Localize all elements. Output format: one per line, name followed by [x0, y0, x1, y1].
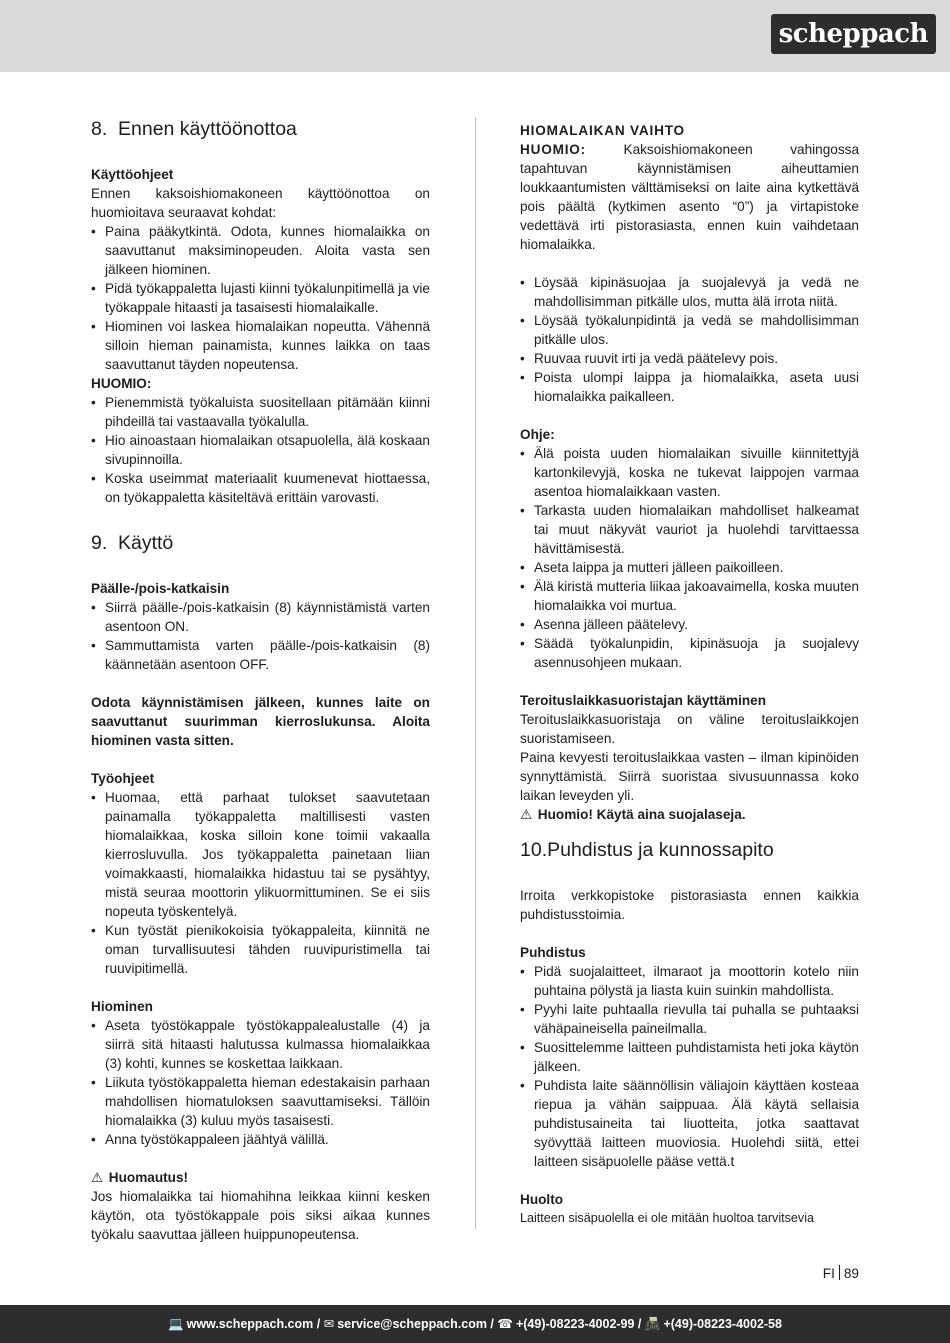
list-item: [520, 501, 859, 558]
page-number-separator: [839, 1265, 840, 1280]
list-item-text: Pidä työkappaletta lujasti kiinni työkalunpitimellä ja vie työkappale hitaasti ja tasaisesti hiomalaikalle.: [105, 281, 430, 315]
bullet-marker: •: [520, 446, 525, 461]
huomio-label: HUOMIO:: [520, 142, 587, 157]
fax-icon: 📠: [644, 1317, 661, 1331]
section-number: 10.: [520, 839, 548, 861]
list-item: [91, 279, 430, 317]
list-item: [520, 444, 859, 501]
list-item-text: Anna työstökappaleen jäähtyä välillä.: [105, 1132, 329, 1147]
warning-icon: ⚠: [520, 807, 533, 822]
subheading-switch: Päälle-/pois-katkaisin: [91, 581, 230, 596]
list-item: [91, 317, 430, 374]
bullet-list: [520, 273, 859, 406]
section-9-heading: [91, 531, 430, 555]
warning-icon: ⚠: [91, 1170, 104, 1185]
list-item: [91, 1073, 430, 1130]
list-item: [520, 558, 859, 577]
straightener-paragraph-2: Paina kevyesti teroituslaikkaa vasten – ilman kipinöiden synnyttämistä. Siirrä suoristaa sivusuunnassa koko laikan leveyden yli.: [520, 750, 859, 803]
subheading-hiominen: Hiominen: [91, 999, 153, 1014]
list-item: [91, 921, 430, 978]
bullet-marker: •: [520, 964, 525, 979]
subheading-kayttoohjeet: Käyttöohjeet: [91, 167, 174, 182]
language-code: FI: [822, 1266, 835, 1281]
subheading-puhdistus: Puhdistus: [520, 945, 586, 960]
list-item-text: Asenna jälleen päätelevy.: [534, 617, 688, 632]
subheading-straightener: Teroituslaikkasuoristajan käyttäminen: [520, 693, 767, 708]
warning-text: Huomio! Käytä aina suojalaseja.: [537, 807, 746, 822]
bullet-marker: •: [520, 503, 525, 518]
list-item: [91, 1130, 430, 1149]
list-item-text: Hiominen voi laskea hiomalaikan nopeutta. Vähennä silloin hieman painamista, kunnes laikka on taas saavuttanut täyden nopeutensa.: [105, 319, 430, 372]
notice-heading: [91, 1168, 430, 1187]
service-text: Laitteen sisäpuolella ei ole mitään huoltoa tarvitsevia: [520, 1211, 815, 1225]
section-8-heading: [91, 117, 430, 141]
bullet-marker: •: [520, 1078, 525, 1093]
page-number: [823, 1264, 859, 1283]
safety-glasses-warning: [520, 805, 859, 824]
footer-fax: +(49)-08223-4002-58: [663, 1317, 782, 1331]
bullet-list: [91, 788, 430, 978]
bullet-marker: •: [91, 1018, 96, 1033]
list-item-text: Liikuta työstökappaletta hieman edestakaisin parhaan mahdollisen hiomatuloksen saavuttamiseksi. Tällöin hiomalaikka (3) kuluu myös tasaisesti.: [105, 1075, 430, 1128]
list-item-text: Aseta laippa ja mutteri jälleen paikoilleen.: [534, 560, 784, 575]
list-item-text: Aseta työstökappale työstökappalealustalle (4) ja siirrä sitä hitaasti halutussa kulmassa hiomalaikkaa (3) kohti, kunnes se koskettaa laikkaan.: [105, 1018, 430, 1071]
subheading-tyoohjeet: Työohjeet: [91, 771, 155, 786]
list-item-text: Löysää työkalunpidintä ja vedä se mahdollisimman pitkälle ulos.: [534, 313, 859, 347]
bullet-marker: •: [520, 370, 525, 385]
bullet-marker: •: [91, 1132, 96, 1147]
bullet-marker: •: [91, 395, 96, 410]
intro-paragraph: Ennen kaksoishiomakoneen käyttöönottoa on huomioitava seuraavat kohdat:: [91, 186, 430, 220]
list-item-text: Pienemmistä työkaluista suositellaan pitämään kiinni pihdeillä tai vastaavalla työkalulla.: [105, 395, 430, 429]
list-item: [520, 962, 859, 1000]
list-item-text: Hio ainoastaan hiomalaikan otsapuolella, älä koskaan sivupinnoilla.: [105, 433, 430, 467]
list-item: [520, 577, 859, 615]
list-item-text: Säädä työkalunpidin, kipinäsuoja ja suojalevy asennusohjeen mukaan.: [534, 636, 859, 670]
list-item-text: Poista ulompi laippa ja hiomalaikka, aseta uusi hiomalaikka paikalleen.: [534, 370, 859, 404]
section-10-intro: Irroita verkkopistoke pistorasiasta ennen kaikkia puhdistusstoimia.: [520, 888, 859, 922]
subheading-huolto: Huolto: [520, 1192, 564, 1207]
left-column: [91, 117, 430, 1244]
bullet-marker: •: [520, 313, 525, 328]
huomio-text: Kaksoishiomakoneen vahingossa tapahtuvan käynnistämisen aiheuttamien loukkaantumisten välttämiseksi on laite aina kytkettävä pois päältä (kytkimen asento “0”) ja virtapistoke vedettävä irti pistorasiasta, ennen kuin vaihdetaan hiomalaikka.: [520, 142, 859, 252]
list-item-text: Löysää kipinäsuojaa ja suojalevyä ja vedä ne mahdollisimman pitkälle ulos, mutta älä irrota niitä.: [534, 275, 859, 309]
section-10-heading: [520, 838, 859, 862]
section-number: 9.: [91, 532, 108, 554]
bold-note: Odota käynnistämisen jälkeen, kunnes laite on saavuttanut suurimman kierroslukunsa. Aloita hiominen vasta sitten.: [91, 695, 430, 748]
bullet-marker: •: [91, 790, 96, 805]
bullet-marker: •: [91, 923, 96, 938]
huomio-label: HUOMIO:: [91, 376, 152, 391]
list-item-text: Älä poista uuden hiomalaikan sivuille kiinnitettyjä kartonkilevyjä, koska ne tukevat laippojen varmaa asentoa hiomalaikkaan vasten.: [534, 446, 859, 499]
list-item: [91, 469, 430, 507]
bullet-marker: •: [520, 1002, 525, 1017]
right-column: [520, 117, 859, 1228]
column-divider: [475, 117, 476, 1229]
list-item-text: Ruuvaa ruuvit irti ja vedä päätelevy pois.: [534, 351, 779, 366]
bullet-marker: •: [520, 1040, 525, 1055]
bullet-marker: •: [520, 636, 525, 651]
bullet-list: [520, 444, 859, 672]
footer-website-link[interactable]: www.scheppach.com /: [186, 1317, 321, 1331]
list-item: [520, 634, 859, 672]
footer-phone: +(49)-08223-4002-99 /: [515, 1317, 642, 1331]
list-item: [520, 1076, 859, 1171]
list-item: [520, 1038, 859, 1076]
subheading-hiomalaikan-vaihto: HIOMALAIKAN VAIHTO: [520, 123, 685, 138]
list-item-text: Siirrä päälle-/pois-katkaisin (8) käynnistämistä varten asentoon ON.: [105, 600, 430, 634]
list-item-text: Suosittelemme laitteen puhdistamista heti joka käytön jälkeen.: [534, 1040, 859, 1074]
bullet-marker: •: [520, 579, 525, 594]
list-item-text: Älä kiristä mutteria liikaa jakoavaimella, koska muuten hiomalaikka voi murtua.: [534, 579, 859, 613]
list-item: [520, 368, 859, 406]
bullet-list: [91, 222, 430, 374]
bullet-marker: •: [91, 319, 96, 334]
list-item-text: Pyyhi laite puhtaalla rievulla tai puhalla se puhtaaksi vähäpaineisella paineilmalla.: [534, 1002, 859, 1036]
list-item: [520, 349, 859, 368]
notice-text: Jos hiomalaikka tai hiomahihna leikkaa kiinni kesken käytön, ota työstökappale pois siksi aikaa kunnes työkalu saavuttaa jälleen huippunopeutensa.: [91, 1189, 430, 1242]
bullet-marker: •: [520, 351, 525, 366]
bullet-marker: •: [91, 638, 96, 653]
page-footer: [0, 1305, 950, 1343]
bullet-marker: •: [91, 600, 96, 615]
bullet-marker: •: [520, 617, 525, 632]
bullet-list: [91, 598, 430, 674]
section-title: Käyttö: [118, 532, 174, 554]
bullet-list: [91, 393, 430, 507]
list-item: [91, 788, 430, 921]
bullet-list: [91, 1016, 430, 1149]
page-header: [0, 0, 950, 72]
list-item-text: Puhdista laite säännöllisin väliajoin käyttäen kosteaa riepua ja vähän saippuaa. Älä käytä sellaisia puhdistusaineita tai liuotteita, jotka saattavat syövyttää laitteen muoviosia. Huolehdi siitä, ettei laitteen sisäpuolelle pääse vettä.t: [534, 1078, 859, 1169]
section-number: 8.: [91, 118, 108, 140]
bullet-marker: •: [91, 471, 96, 486]
list-item-text: Huomaa, että parhaat tulokset saavutetaan painamalla työkappaletta maltillisesti vasten hiomalaikkaa, koska silloin kone toimii vakaalla kierrosluvulla. Jos työkappaletta painetaan liian voimakkaasti, hiomalaikka hidastuu tai se pysähtyy, mistä seuraa moottorin ylikuormittuminen. Se ei siis nopeuta työskentelyä.: [105, 790, 430, 919]
scheppach-logo: scheppach: [771, 14, 936, 54]
list-item-text: Pidä suojalaitteet, ilmaraot ja moottorin kotelo niin puhtaina pölystä ja liasta kuin suinkin mahdollista.: [534, 964, 859, 998]
bullet-list: [520, 962, 859, 1171]
list-item-text: Tarkasta uuden hiomalaikan mahdolliset halkeamat tai muut näkyvät vauriot ja huolehdi tarvittaessa hävittämisestä.: [534, 503, 859, 556]
list-item: [91, 636, 430, 674]
list-item: [91, 431, 430, 469]
list-item: [91, 598, 430, 636]
notice-title: Huomautus!: [108, 1170, 189, 1185]
list-item-text: Koska useimmat materiaalit kuumenevat hiottaessa, on työkappaletta käsiteltävä erittäin varovasti.: [105, 471, 430, 505]
list-item: [520, 1000, 859, 1038]
bullet-marker: •: [91, 433, 96, 448]
envelope-icon: ✉: [323, 1317, 335, 1331]
bullet-marker: •: [91, 224, 96, 239]
bullet-marker: •: [91, 281, 96, 296]
list-item-text: Sammuttamista varten päälle-/pois-katkaisin (8) käännetään asentoon OFF.: [105, 638, 430, 672]
computer-icon: 💻: [168, 1317, 184, 1331]
bullet-marker: •: [91, 1075, 96, 1090]
phone-icon: ☎: [497, 1317, 513, 1331]
list-item: [91, 222, 430, 279]
page-number-value: 89: [843, 1266, 859, 1281]
list-item: [520, 273, 859, 311]
bullet-marker: •: [520, 560, 525, 575]
section-title: Ennen käyttöönottoa: [118, 118, 297, 140]
list-item: [91, 393, 430, 431]
list-item: [520, 311, 859, 349]
straightener-paragraph-1: Teroituslaikkasuoristaja on väline teroituslaikkojen suoristamiseen.: [520, 712, 859, 746]
subheading-ohje: Ohje:: [520, 427, 555, 442]
bullet-marker: •: [520, 275, 525, 290]
footer-email-link[interactable]: service@scheppach.com /: [337, 1317, 494, 1331]
list-item-text: Kun työstät pienikokoisia työkappaleita, kiinnitä ne oman turvallisuutesi tähden ruuvipuristimella tai ruuvipitimellä.: [105, 923, 430, 976]
list-item: [520, 615, 859, 634]
list-item-text: Paina pääkytkintä. Odota, kunnes hiomalaikka on saavuttanut maksiminopeuden. Aloita vasta sen jälkeen hiominen.: [105, 224, 430, 277]
list-item: [91, 1016, 430, 1073]
section-title: Puhdistus ja kunnossapito: [547, 839, 774, 861]
huomio-paragraph: [520, 140, 859, 254]
